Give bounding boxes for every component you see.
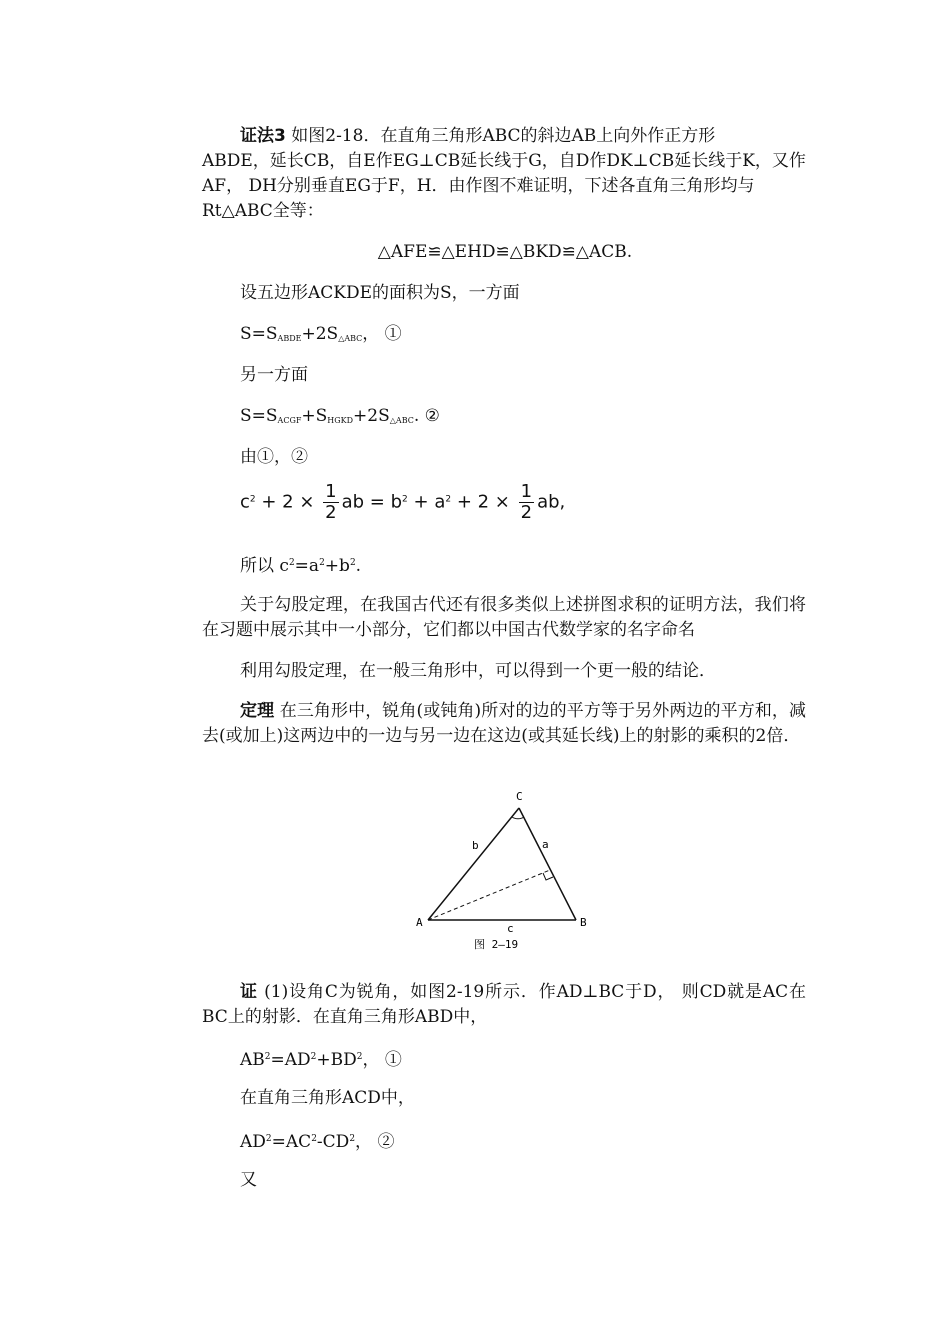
acd-statement: 在直角三角形ACD中， [240,1088,415,1108]
congruence-statement: △AFE≌△EHD≌△BKD≌△ACB. [377,242,633,262]
proof3-line1-text: 如图2-18．在直角三角形ABC的斜边AB上向外作正方形 [291,126,716,146]
again-statement: 又 [240,1170,257,1190]
proof-title: 证 [240,982,258,1002]
triangle-figure [410,786,600,961]
theorem-text: 在三角形中，锐角(或钝角)所对的边的平方等于另外两边的平方和，减去(或加上)这两边中的一边与另一边在这边(或其延长线)上的射影的乘积的2倍． [202,701,807,746]
altitude-ad [428,870,550,920]
side-b-label: b [472,839,479,852]
theorem-paragraph [202,699,806,749]
side-ac [428,808,519,920]
proof-equation-1: $AB^2=AD^2+BD^2$， ① [240,1050,402,1070]
figure-caption: 图 2—19 [474,938,519,951]
other-side: 另一方面 [240,365,308,385]
proof3-title: 证法3 [240,126,286,146]
triangle-diagram [410,786,600,956]
side-a-label: a [542,838,549,851]
proof3-line1 [240,124,715,148]
fraction-half-1: $\frac{1}{2}$ [325,481,337,523]
vertex-c-label: C [516,790,523,803]
angle-c-mark [512,817,524,819]
theorem-title: 定理 [240,701,275,721]
vertex-b-label: B [580,916,587,929]
proof3-line3: AF， DH分别垂直EG于F，H．由作图不难证明，下述各直角三角形均与 [202,176,755,196]
pentagon-statement: 设五边形ACKDE的面积为S，一方面 [240,283,520,303]
equation-2: $S=S_{ACGF}+S_{HGKD}+2S_{\triangle ABC}$. ② [240,406,440,426]
equation-1: $S=S_{ABDE}+2S_{\triangle ABC}$， ① [240,324,402,344]
area-formula: $c^2 + 2$ × $\frac{1}{2}$ ab = $b^2 + a^2 + 2$ × $\frac{1}{2}$ ab, [240,481,566,523]
proof3-line2: ABDE，延长CB，自E作EG⊥CB延长线于G，自D作DK⊥CB延长线于K，又作 [202,151,806,171]
therefore-statement: 所以 $c^2=a^2+b^2$. [240,556,362,576]
proof-equation-2: $AD^2=AC^2-CD^2$， ② [240,1132,395,1152]
proof-text: (1)设角C为锐角，如图2-19所示．作AD⊥BC于D， 则CD就是AC在BC上的射影．在直角三角形ABD中， [202,982,807,1027]
right-angle-mark [543,873,553,880]
vertex-a-label: A [416,916,423,929]
side-bc [519,808,576,920]
proof-paragraph [202,980,806,1030]
proof3-line4: Rt△ABC全等： [202,201,324,221]
side-c-label: c [507,922,514,935]
from-statement: 由①，② [240,447,308,467]
fraction-half-2: $\frac{1}{2}$ [520,481,533,523]
history-paragraph: 关于勾股定理，在我国古代还有很多类似上述拼图求积的证明方法，我们将在习题中展示其中一小部分，它们都以中国古代数学家的名字命名 [202,595,806,640]
general-paragraph: 利用勾股定理，在一般三角形中，可以得到一个更一般的结论． [240,661,716,681]
